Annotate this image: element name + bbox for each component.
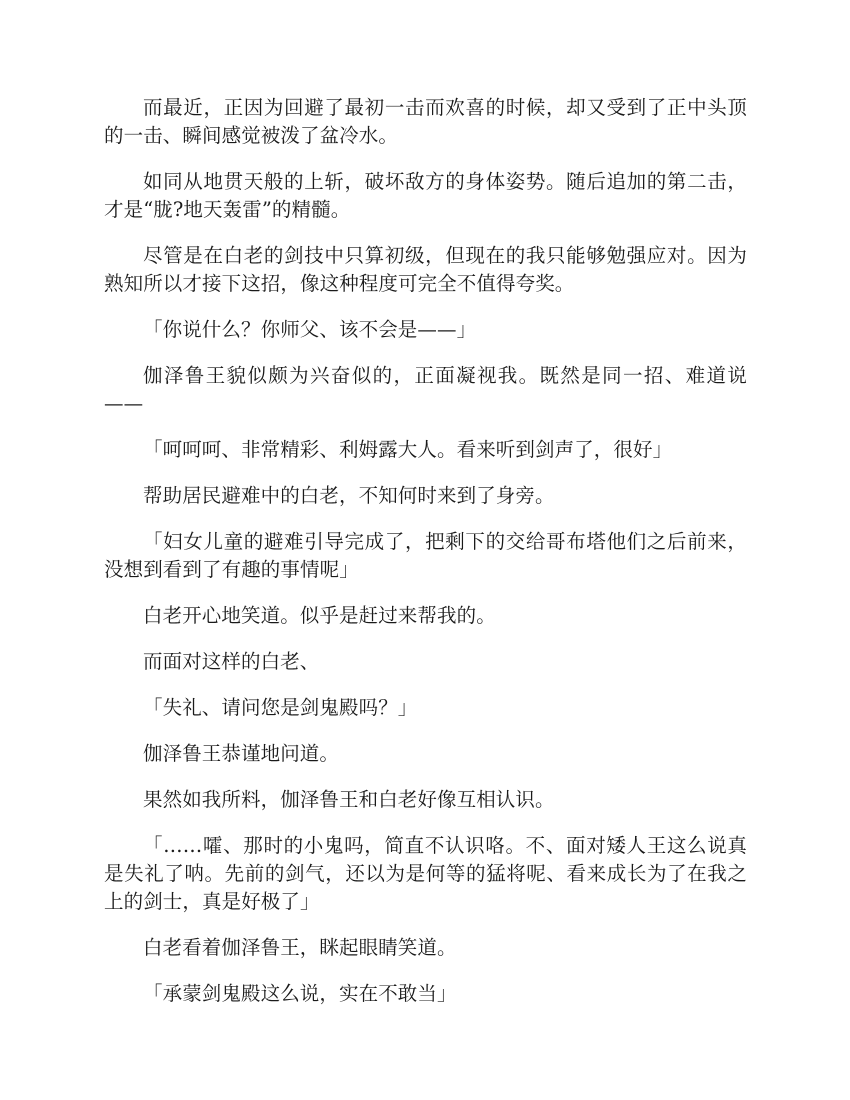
paragraph-1: 而最近，正因为回避了最初一击而欢喜的时候，却又受到了正中头顶的一击、瞬间感觉被泼了盆冷水。 xyxy=(104,96,747,147)
paragraph-12: 伽泽鲁王恭谨地问道。 xyxy=(143,742,340,765)
paragraph-5: 伽泽鲁王貌似颇为兴奋似的，正面凝视我。既然是同一招、难道说—— xyxy=(104,364,747,415)
paragraph-10: 而面对这样的白老、 xyxy=(143,650,320,673)
paragraph-6: 「呵呵呵、非常精彩、利姆露大人。看来听到剑声了，很好」 xyxy=(143,438,673,461)
document-page xyxy=(104,94,747,1026)
paragraph-16: 「承蒙剑鬼殿这么说，实在不敢当」 xyxy=(143,982,457,1005)
paragraph-9: 白老开心地笑道。似乎是赶过来帮我的。 xyxy=(143,604,496,627)
paragraph-7: 帮助居民避难中的白老，不知何时来到了身旁。 xyxy=(143,484,555,507)
paragraph-13: 果然如我所料，伽泽鲁王和白老好像互相认识。 xyxy=(143,788,555,811)
paragraph-4: 「你说什么？你师父、该不会是——」 xyxy=(143,318,477,341)
paragraph-11: 「失礼、请问您是剑鬼殿吗？」 xyxy=(143,696,418,719)
paragraph-8: 「妇女儿童的避难引导完成了，把剩下的交给哥布塔他们之后前来，没想到看到了有趣的事情呢」 xyxy=(104,530,747,581)
paragraph-3: 尽管是在白老的剑技中只算初级，但现在的我只能够勉强应对。因为熟知所以才接下这招，像这种程度可完全不值得夸奖。 xyxy=(104,244,747,295)
paragraph-2: 如同从地贯天般的上斩，破坏敌方的身体姿势。随后追加的第二击，才是“胧?地天轰雷”的精髓。 xyxy=(104,170,747,221)
paragraph-14: 「……嚯、那时的小鬼吗，简直不认识咯。不、面对矮人王这么说真是失礼了呐。先前的剑气，还以为是何等的猛将呢、看来成长为了在我之上的剑士，真是好极了」 xyxy=(104,834,747,913)
paragraph-15: 白老看着伽泽鲁王，眯起眼睛笑道。 xyxy=(143,936,457,959)
